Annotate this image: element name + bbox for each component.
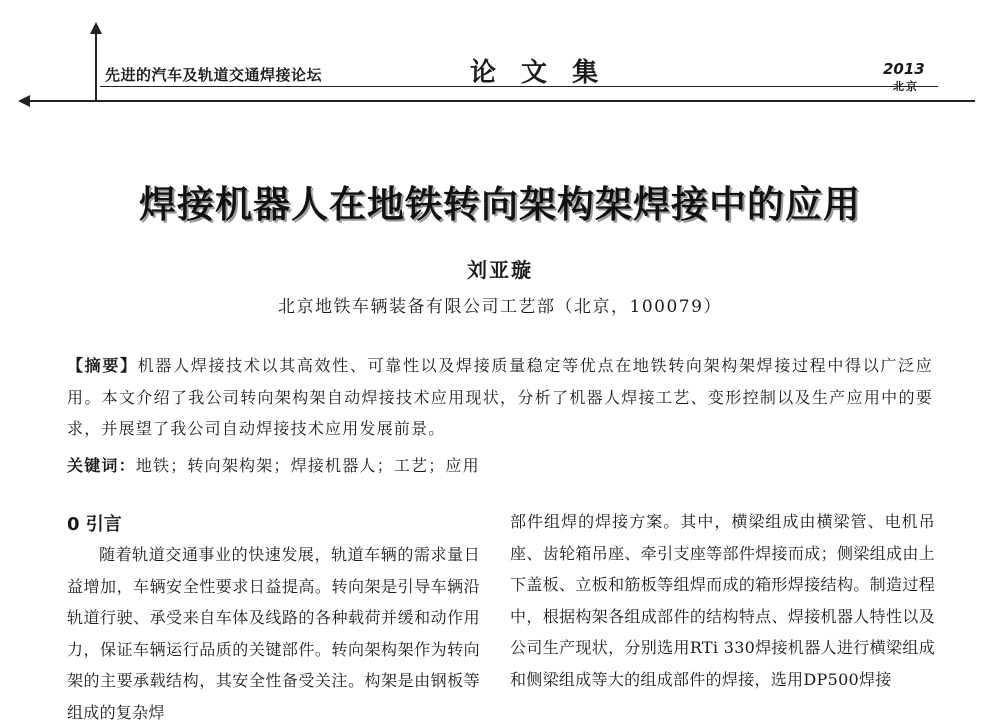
intro-paragraph-left: 随着轨道交通事业的快速发展，轨道车辆的需求量日益增加，车辆安全性要求日益提高。转向架是引导车辆沿轨道行驶、承受来自车体及线路的各种载荷并缓和动作用力，保证车辆运行品质的关键部件。转向架构架作为转向架的主要承载结构，其安全性备受关注。构架是由钢板等组成的复杂焊 <box>67 545 480 722</box>
horizontal-arrow-head <box>18 95 30 107</box>
keywords-label: 关键词： <box>67 456 136 475</box>
header-city: 北京 <box>893 80 919 93</box>
intro-paragraph-right: 部件组焊的焊接方案。其中，横梁组成由横梁管、电机吊座、齿轮箱吊座、牵引支座等部件焊接而成；侧梁组成由上下盖板、立板和筋板等组焊而成的箱形焊接结构。制造过程中，根据构架各组成部件的结构特点、焊接机器人特性以及公司生产现状，分别选用RTi 330焊接机器人进行横梁组成和侧梁组成等大的组成部件的焊接，选用DP500焊接 <box>510 512 935 689</box>
header-year: 2013 <box>883 60 925 78</box>
collection-title: 论 文 集 <box>470 58 607 88</box>
body-column-left <box>67 539 480 728</box>
keywords <box>67 453 933 476</box>
paper-author: 刘亚璇 <box>467 258 533 282</box>
abstract <box>67 350 933 445</box>
horizontal-rule <box>30 100 975 102</box>
keywords-text: 地铁；转向架构架；焊接机器人；工艺；应用 <box>135 456 480 475</box>
abstract-text: 机器人焊接技术以其高效性、可靠性以及焊接质量稳定等优点在地铁转向架构架焊接过程中得以广泛应用。本文介绍了我公司转向架构架自动焊接技术应用现状，分析了机器人焊接工艺、变形控制以及生产应用中的要求，并展望了我公司自动焊接技术应用发展前景。 <box>67 356 933 438</box>
section-heading-introduction: 0 引言 <box>67 514 122 535</box>
body-column-right <box>510 506 935 695</box>
vertical-rule <box>95 30 97 100</box>
abstract-label: 【摘要】 <box>67 356 138 375</box>
paper-affiliation: 北京地铁车辆装备有限公司工艺部（北京，100079） <box>278 297 722 317</box>
forum-title: 先进的汽车及轨道交通焊接论坛 <box>105 66 323 84</box>
paper-title: 焊接机器人在地铁转向架构架焊接中的应用 <box>139 183 861 226</box>
